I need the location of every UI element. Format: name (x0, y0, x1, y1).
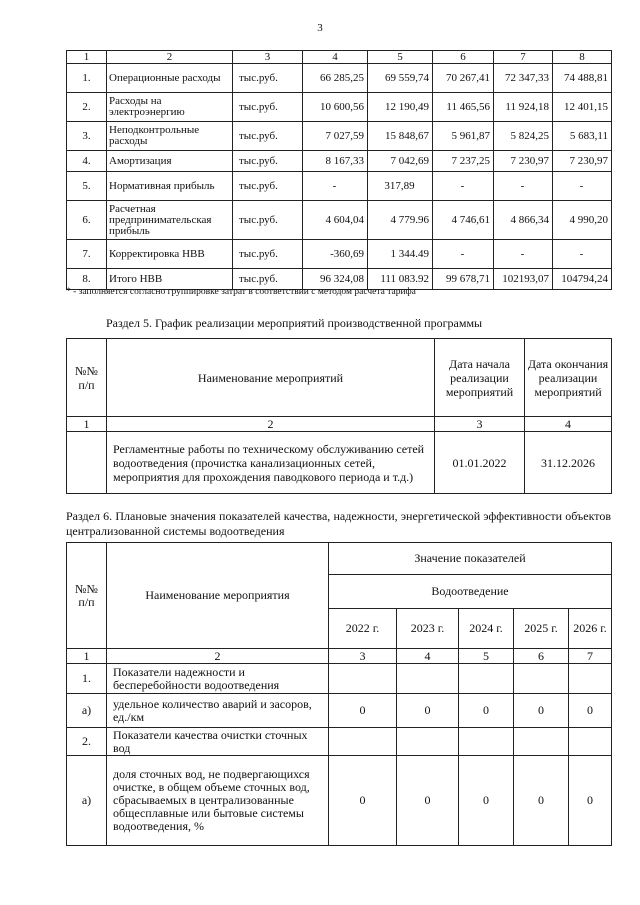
value-cell: 1 344.49 (368, 240, 433, 269)
header-cell: Водоотведение (329, 575, 612, 609)
table-row (67, 201, 612, 240)
row-unit: тыс.руб. (233, 122, 303, 151)
table-row (67, 151, 612, 172)
row-name: Неподконтрольные расходы (107, 122, 233, 151)
row-name: Расчетная предпринимательская прибыль (107, 201, 233, 240)
row-number: 2. (67, 728, 107, 756)
column-number: 3 (435, 417, 525, 432)
value-cell: 12 401,15 (553, 93, 612, 122)
header-cell: Дата окончания реализации мероприятий (525, 339, 612, 417)
value-cell: 0 (329, 756, 397, 846)
value-cell (397, 664, 459, 694)
header-cell: 6 (433, 51, 494, 64)
row-number: 8. (67, 269, 107, 290)
value-cell: 5 824,25 (494, 122, 553, 151)
row-number: 7. (67, 240, 107, 269)
row-name: Показатели качества очистки сточных вод (107, 728, 329, 756)
column-number-row (67, 417, 612, 432)
value-cell: 102193,07 (494, 269, 553, 290)
row-name: Показатели надежности и бесперебойности водоотведения (107, 664, 329, 694)
value-cell: -360,69 (303, 240, 368, 269)
header-cell: 7 (494, 51, 553, 64)
table-row (67, 64, 612, 93)
row-name: Корректировка НВВ (107, 240, 233, 269)
value-cell (329, 664, 397, 694)
value-cell: 0 (459, 694, 514, 728)
column-number: 1 (67, 649, 107, 664)
header-cell: 1 (67, 51, 107, 64)
value-cell: 0 (397, 756, 459, 846)
value-cell: 0 (329, 694, 397, 728)
table-header-row (67, 339, 612, 417)
header-cell: 8 (553, 51, 612, 64)
row-name: Операционные расходы (107, 64, 233, 93)
row-number: 4. (67, 151, 107, 172)
header-cell: 4 (303, 51, 368, 64)
row-number: 5. (67, 172, 107, 201)
column-number: 1 (67, 417, 107, 432)
value-cell: - (494, 172, 553, 201)
value-cell: 7 237,25 (433, 151, 494, 172)
column-number: 7 (569, 649, 612, 664)
value-cell: - (303, 172, 368, 201)
section6-title: Раздел 6. Плановые значения показателей качества, надежности, энергетической эффективности объектов централизованной системы водоотведения (66, 509, 611, 538)
row-number (67, 432, 107, 494)
value-cell: 12 190,49 (368, 93, 433, 122)
header-cell: 5 (368, 51, 433, 64)
value-cell: 7 230,97 (494, 151, 553, 172)
value-cell: 0 (514, 694, 569, 728)
value-cell: 7 042,69 (368, 151, 433, 172)
value-cell (514, 728, 569, 756)
table-header-row (67, 543, 612, 575)
header-cell: Наименование мероприятий (107, 339, 435, 417)
value-cell: 0 (459, 756, 514, 846)
header-cell: №№ п/п (67, 543, 107, 649)
value-cell: 10 600,56 (303, 93, 368, 122)
page-number: 3 (317, 22, 323, 34)
section5-title: Раздел 5. График реализации мероприятий производственной программы (106, 316, 483, 330)
year-cell: 2023 г. (397, 609, 459, 649)
footnote: * - заполняется согласно группировке затрат в соответствии с методом расчета тарифа (66, 287, 416, 297)
header-cell: Наименование мероприятия (107, 543, 329, 649)
value-cell: 4 746,61 (433, 201, 494, 240)
value-cell: - (553, 172, 612, 201)
value-cell: - (553, 240, 612, 269)
value-cell: 7 027,59 (303, 122, 368, 151)
row-unit: тыс.руб. (233, 172, 303, 201)
row-name: Итого НВВ (107, 269, 233, 290)
row-number: а) (67, 756, 107, 846)
table-row (67, 432, 612, 494)
table-row (67, 694, 612, 728)
row-name: Амортизация (107, 151, 233, 172)
value-cell: 96 324,08 (303, 269, 368, 290)
value-cell: - (433, 240, 494, 269)
column-number: 4 (525, 417, 612, 432)
row-number: 1. (67, 64, 107, 93)
row-name: Расходы на электроэнергию (107, 93, 233, 122)
value-cell: 5 683,11 (553, 122, 612, 151)
value-cell: 4 866,34 (494, 201, 553, 240)
value-cell: 0 (569, 694, 612, 728)
value-cell: 0 (569, 756, 612, 846)
value-cell: 0 (514, 756, 569, 846)
value-cell (459, 664, 514, 694)
row-number: а) (67, 694, 107, 728)
header-cell: №№ п/п (67, 339, 107, 417)
row-name: удельное количество аварий и засоров, ед./км (107, 694, 329, 728)
row-unit: тыс.руб. (233, 269, 303, 290)
row-name: Регламентные работы по техническому обслуживанию сетей водоотведения (прочистка канализационных сетей, мероприятия для прохождения паводкового периода и т.д.) (107, 432, 435, 494)
value-cell: 11 924,18 (494, 93, 553, 122)
value-cell (459, 728, 514, 756)
value-cell: 317,89 (368, 172, 433, 201)
value-cell: 15 848,67 (368, 122, 433, 151)
indicators-table (66, 542, 612, 846)
value-cell: 4 604,04 (303, 201, 368, 240)
row-unit: тыс.руб. (233, 240, 303, 269)
table-row (67, 172, 612, 201)
value-cell: 99 678,71 (433, 269, 494, 290)
year-cell: 2022 г. (329, 609, 397, 649)
value-cell: 4 990,20 (553, 201, 612, 240)
table-row (67, 664, 612, 694)
value-cell: 4 779.96 (368, 201, 433, 240)
value-cell: 111 083.92 (368, 269, 433, 290)
column-number: 3 (329, 649, 397, 664)
table-row (67, 756, 612, 846)
end-date: 31.12.2026 (525, 432, 612, 494)
value-cell: 8 167,33 (303, 151, 368, 172)
column-number: 4 (397, 649, 459, 664)
table-header-row (67, 51, 612, 64)
header-cell: 2 (107, 51, 233, 64)
table-row (67, 728, 612, 756)
value-cell: 11 465,56 (433, 93, 494, 122)
value-cell: 7 230,97 (553, 151, 612, 172)
row-name: Нормативная прибыль (107, 172, 233, 201)
row-unit: тыс.руб. (233, 64, 303, 93)
column-number: 2 (107, 417, 435, 432)
header-cell: Дата начала реализации мероприятий (435, 339, 525, 417)
column-number: 2 (107, 649, 329, 664)
row-name: доля сточных вод, не подвергающихся очистке, в общем объеме сточных вод, сбрасываемых в централизованные общесплавные или бытовые системы водоотведения, % (107, 756, 329, 846)
table-row (67, 122, 612, 151)
value-cell: - (433, 172, 494, 201)
header-cell: 3 (233, 51, 303, 64)
column-number: 5 (459, 649, 514, 664)
value-cell: 69 559,74 (368, 64, 433, 93)
value-cell: 72 347,33 (494, 64, 553, 93)
value-cell: 0 (397, 694, 459, 728)
table-row (67, 93, 612, 122)
year-cell: 2026 г. (569, 609, 612, 649)
value-cell: 104794,24 (553, 269, 612, 290)
value-cell (569, 664, 612, 694)
column-number: 6 (514, 649, 569, 664)
row-number: 1. (67, 664, 107, 694)
row-unit: тыс.руб. (233, 201, 303, 240)
value-cell (569, 728, 612, 756)
value-cell (514, 664, 569, 694)
row-unit: тыс.руб. (233, 151, 303, 172)
start-date: 01.01.2022 (435, 432, 525, 494)
row-number: 3. (67, 122, 107, 151)
schedule-table (66, 338, 612, 494)
year-cell: 2025 г. (514, 609, 569, 649)
header-cell: Значение показателей (329, 543, 612, 575)
value-cell: 66 285,25 (303, 64, 368, 93)
value-cell: 74 488,81 (553, 64, 612, 93)
value-cell: 5 961,87 (433, 122, 494, 151)
value-cell (397, 728, 459, 756)
year-cell: 2024 г. (459, 609, 514, 649)
column-number-row (67, 649, 612, 664)
value-cell (329, 728, 397, 756)
table-row (67, 240, 612, 269)
row-number: 2. (67, 93, 107, 122)
row-number: 6. (67, 201, 107, 240)
row-unit: тыс.руб. (233, 93, 303, 122)
value-cell: - (494, 240, 553, 269)
value-cell: 70 267,41 (433, 64, 494, 93)
cost-table (66, 50, 612, 290)
